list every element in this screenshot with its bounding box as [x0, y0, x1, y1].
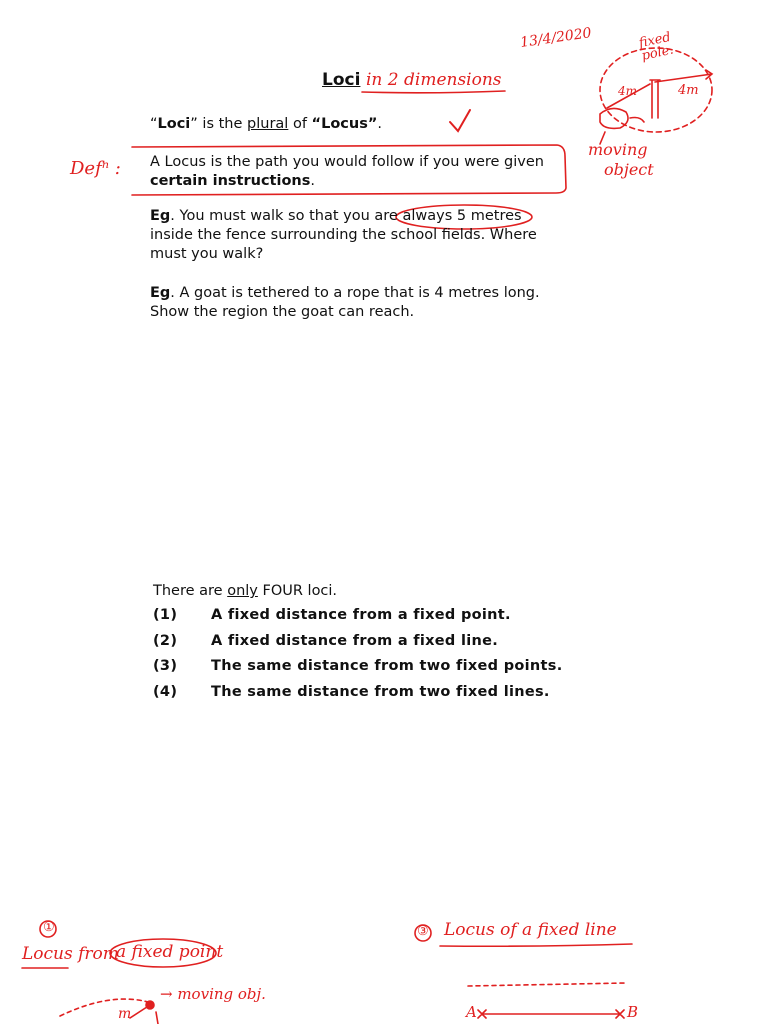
locus-word: “Locus”	[311, 116, 378, 132]
section1-number: ①	[43, 920, 55, 935]
radius-arrow-right	[655, 70, 712, 82]
radius-label-right: 4m	[678, 83, 699, 98]
list-item: (2) A fixed distance from a fixed line.	[153, 632, 499, 649]
rope-squiggle	[630, 118, 644, 123]
moving-obj-label: → moving obj.	[160, 985, 266, 1003]
plural-note: “Loci” is the plural of “Locus”.	[150, 116, 382, 132]
endpoint-crosses	[478, 1010, 624, 1018]
fixed-pole-icon	[650, 80, 660, 118]
eg-label: Eg	[150, 208, 171, 224]
certain-instructions: certain instructions	[150, 173, 311, 189]
example-1: Eg. You must walk so that you are always 5 metres inside the fence surrounding the school fields. Where must you walk?	[150, 208, 537, 262]
eg-label: Eg	[150, 285, 171, 301]
title-suffix: in 2 dimensions	[366, 70, 502, 90]
page-title: Loci	[322, 70, 361, 90]
checkmark-icon	[450, 110, 470, 131]
object-label: object	[604, 160, 654, 179]
list-item: (3) The same distance from two fixed points.	[153, 658, 563, 674]
only-word: only	[227, 583, 258, 599]
circled-phrase: always 5 metres	[402, 208, 522, 224]
moving-object-icon	[600, 108, 628, 128]
definition-text: A Locus is the path you would follow if you were given certain instructions.	[150, 154, 544, 189]
fixed-pole-label: fixed pole.	[637, 29, 675, 64]
example-2: Eg. A goat is tethered to a rope that is 4 metres long. Show the region the goat can reach.	[150, 285, 540, 320]
date-annotation: 13/4/2020	[519, 25, 593, 51]
point-a-label: A	[466, 1003, 477, 1021]
moving-dot-icon	[146, 1001, 154, 1009]
m-label: m	[118, 1006, 132, 1022]
list-item: (1) A fixed distance from a fixed point.	[153, 607, 511, 623]
section1-text-b: a fixed point	[116, 942, 224, 962]
parallel-dashed-line	[468, 983, 625, 986]
loci-word: Loci	[157, 116, 191, 132]
section1-text-a: Locus from	[22, 944, 119, 964]
section3-underline	[440, 944, 632, 946]
four-loci-intro: There are only FOUR loci.	[153, 583, 338, 599]
moving-label: moving	[588, 140, 648, 159]
title-underline-stroke	[362, 91, 505, 93]
plural-word: plural	[247, 116, 289, 132]
section3-text: Locus of a fixed line	[444, 920, 617, 940]
radius-stroke	[130, 1005, 158, 1024]
point-b-label: B	[627, 1003, 639, 1021]
dotted-path	[60, 999, 148, 1016]
section3-number: ③	[417, 924, 429, 939]
four-loci-list	[153, 607, 563, 709]
list-item: (4) The same distance from two fixed lines.	[153, 683, 550, 700]
radius-label-left: 4m	[618, 84, 638, 98]
definition-label: Defⁿ :	[70, 158, 121, 179]
